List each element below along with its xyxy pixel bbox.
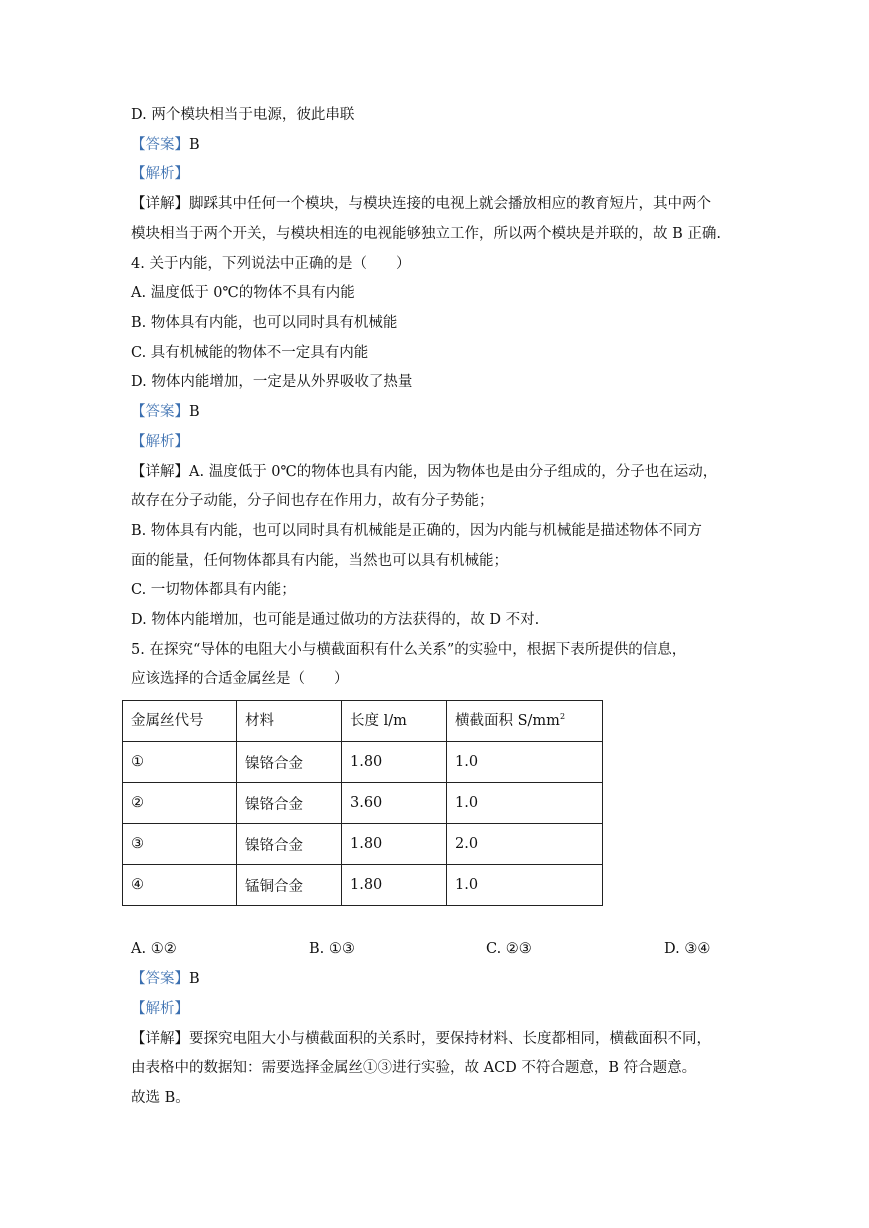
q4-option-a: A. 温度低于 0℃的物体不具有内能	[131, 285, 355, 301]
header-code: 金属丝代号	[123, 701, 237, 742]
q4-option-d: D. 物体内能增加，一定是从外界吸收了热量	[131, 374, 413, 390]
answer-value: B	[189, 404, 200, 420]
q4-detail-line-4: 面的能量，任何物体都具有内能，当然也可以具有机械能；	[131, 553, 508, 569]
cell-length: 1.80	[342, 824, 447, 865]
q5-option-d: D. ③④	[664, 941, 711, 957]
q4-detail-line-1: 【详解】A. 温度低于 0℃的物体也具有内能，因为物体也是由分子组成的，分子也在运动，	[131, 464, 718, 480]
q4-option-b: B. 物体具有内能，也可以同时具有机械能	[131, 315, 398, 331]
q5-detail-line-1: 【详解】要探究电阻大小与横截面积的关系时，要保持材料、长度都相同，横截面积不同，	[131, 1031, 711, 1047]
header-area	[447, 701, 603, 742]
table-row	[123, 742, 603, 783]
answer-value: B	[189, 971, 200, 987]
cell-material: 镍铬合金	[237, 783, 342, 824]
cell-area: 2.0	[447, 824, 603, 865]
q5-conclusion: 故选 B。	[131, 1090, 190, 1106]
q5-analysis-tag: 【解析】	[131, 1001, 189, 1017]
q5-answer	[131, 969, 200, 989]
q4-detail-line-5: C. 一切物体都具有内能；	[131, 582, 296, 598]
header-area-sup: 2	[559, 712, 566, 722]
cell-code: ③	[123, 824, 237, 865]
header-material: 材料	[237, 701, 342, 742]
q5-detail-line-2: 由表格中的数据知：需要选择金属丝①③进行实验，故 ACD 不符合题意，B 符合题意。	[131, 1060, 697, 1076]
header-length: 长度 l/m	[342, 701, 447, 742]
cell-code: ②	[123, 783, 237, 824]
cell-length: 3.60	[342, 783, 447, 824]
q5-option-b: B. ①③	[309, 941, 355, 957]
cell-code: ④	[123, 865, 237, 906]
answer-tag: 【答案】	[131, 404, 189, 420]
cell-material: 锰铜合金	[237, 865, 342, 906]
cell-length: 1.80	[342, 865, 447, 906]
table-row	[123, 824, 603, 865]
cell-material: 镍铬合金	[237, 742, 342, 783]
q5-option-c: C. ②③	[486, 941, 532, 957]
table-row	[123, 783, 603, 824]
q3-analysis-tag: 【解析】	[131, 166, 189, 182]
table-row	[123, 865, 603, 906]
cell-code: ①	[123, 742, 237, 783]
cell-area: 1.0	[447, 865, 603, 906]
answer-value: B	[189, 137, 200, 153]
answer-tag: 【答案】	[131, 137, 189, 153]
q3-detail-line-2: 模块相当于两个开关，与模块相连的电视能够独立工作，所以两个模块是并联的，故 B 正确.	[131, 226, 721, 242]
q3-detail-line-1: 【详解】脚踩其中任何一个模块，与模块连接的电视上就会播放相应的教育短片，其中两个	[131, 196, 711, 212]
q4-detail-line-3: B. 物体具有内能，也可以同时具有机械能是正确的，因为内能与机械能是描述物体不同方	[131, 523, 702, 539]
q5-stem-line-2: 应该选择的合适金属丝是（ ）	[131, 671, 349, 687]
table-header-row	[123, 701, 603, 742]
q4-stem: 4. 关于内能，下列说法中正确的是（ ）	[131, 256, 411, 272]
q4-analysis-tag: 【解析】	[131, 434, 189, 450]
metal-wire-table	[122, 700, 603, 906]
q4-detail-line-2: 故存在分子动能，分子间也存在作用力，故有分子势能；	[131, 493, 494, 509]
q4-option-c: C. 具有机械能的物体不一定具有内能	[131, 345, 369, 361]
q4-detail-line-6: D. 物体内能增加，也可能是通过做功的方法获得的，故 D 不对.	[131, 612, 540, 628]
answer-tag: 【答案】	[131, 971, 189, 987]
cell-material: 镍铬合金	[237, 824, 342, 865]
cell-area: 1.0	[447, 742, 603, 783]
header-area-label: 横截面积 S/mm	[455, 713, 560, 729]
cell-length: 1.80	[342, 742, 447, 783]
q5-options	[0, 941, 869, 961]
q3-option-d: D. 两个模块相当于电源，彼此串联	[131, 107, 355, 123]
q5-stem-line-1: 5. 在探究“导体的电阻大小与横截面积有什么关系”的实验中，根据下表所提供的信息，	[131, 642, 687, 658]
cell-area: 1.0	[447, 783, 603, 824]
q5-option-a: A. ①②	[131, 941, 177, 957]
q4-answer	[131, 402, 200, 422]
q3-answer	[131, 135, 200, 155]
